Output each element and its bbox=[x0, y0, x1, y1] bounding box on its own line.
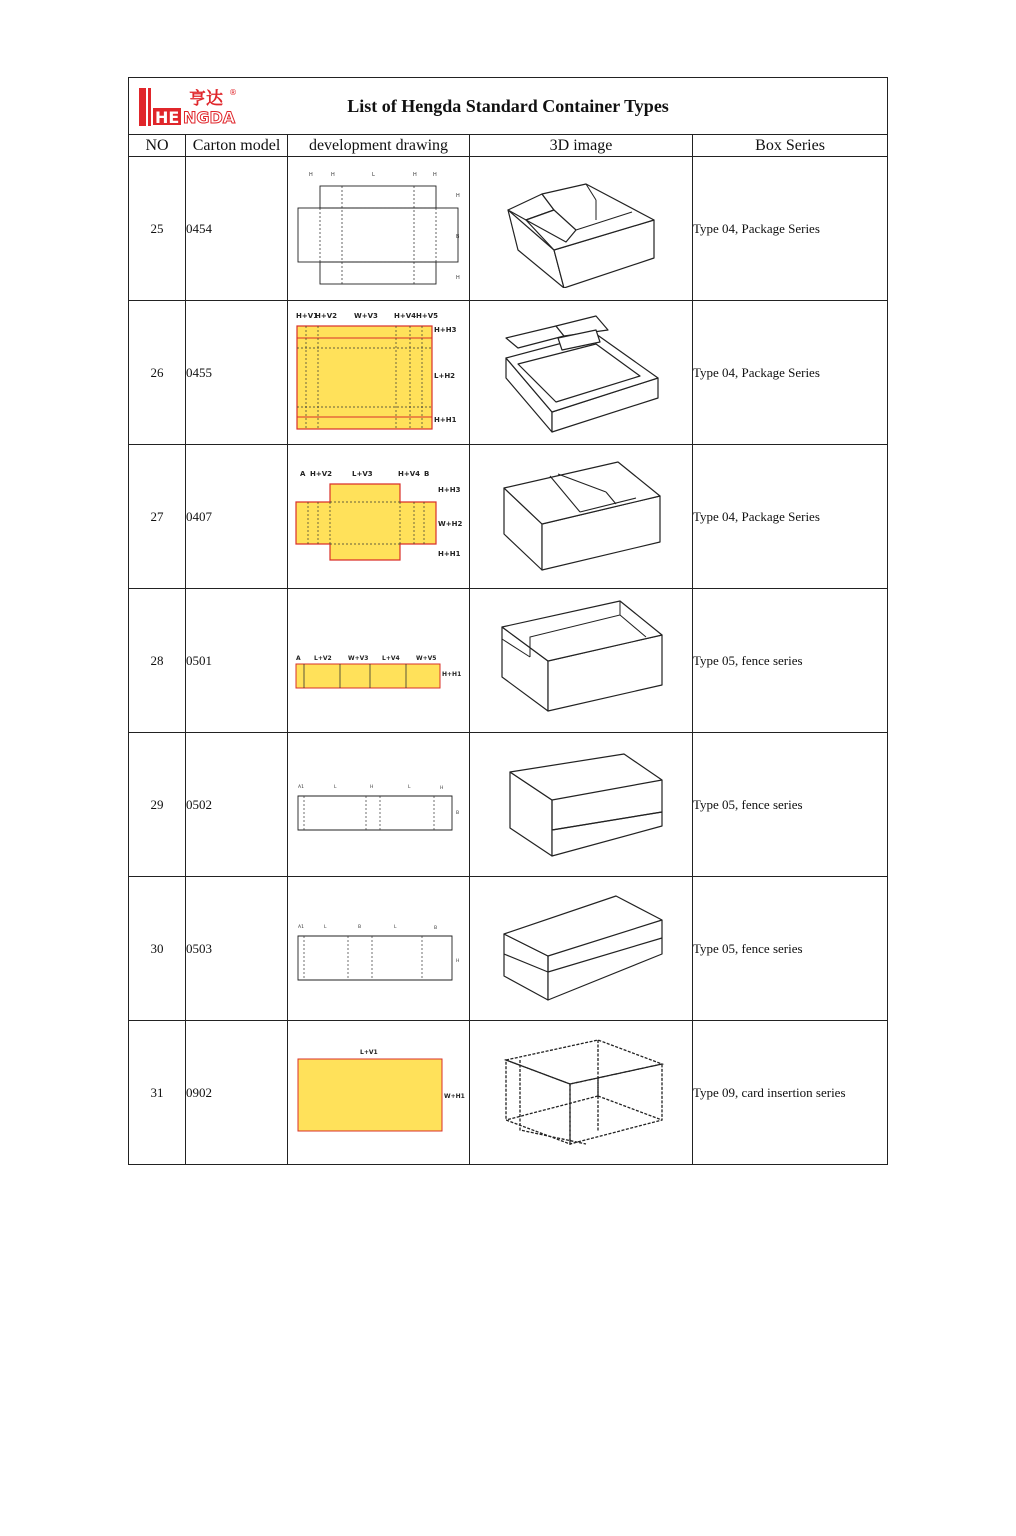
svg-text:B: B bbox=[357, 924, 361, 930]
svg-text:H: H bbox=[455, 192, 460, 199]
3d-image bbox=[470, 1021, 693, 1165]
title-cell bbox=[129, 78, 888, 135]
row-number: 31 bbox=[129, 1021, 186, 1165]
svg-text:H: H bbox=[439, 785, 443, 791]
carton-model: 0501 bbox=[186, 589, 288, 733]
svg-text:H: H bbox=[369, 784, 373, 790]
svg-text:H: H bbox=[455, 958, 459, 964]
drawing-0407 bbox=[290, 452, 468, 582]
row-number: 27 bbox=[129, 445, 186, 589]
box-3d-0902 bbox=[496, 1034, 666, 1152]
svg-text:H+V5: H+V5 bbox=[415, 311, 438, 320]
svg-text:®: ® bbox=[229, 88, 237, 97]
col-header-image: 3D image bbox=[470, 135, 693, 157]
svg-text:H+V4: H+V4 bbox=[397, 469, 420, 478]
svg-text:B: B bbox=[455, 810, 459, 816]
development-drawing bbox=[288, 877, 470, 1021]
page-title: List of Hengda Standard Container Types bbox=[347, 96, 669, 116]
drawing-0902 bbox=[290, 1028, 468, 1158]
svg-text:L: L bbox=[371, 171, 375, 178]
svg-text:H+H1: H+H1 bbox=[437, 549, 460, 558]
carton-model: 0454 bbox=[186, 157, 288, 301]
svg-text:A1: A1 bbox=[297, 924, 304, 930]
drawing-0501 bbox=[290, 596, 468, 726]
svg-text:L+H2: L+H2 bbox=[433, 371, 455, 380]
svg-text:H+V2: H+V2 bbox=[309, 469, 332, 478]
box-3d-0455 bbox=[496, 308, 666, 438]
svg-text:W+V3: W+V3 bbox=[347, 654, 368, 662]
svg-text:L+V3: L+V3 bbox=[351, 469, 373, 478]
svg-text:L: L bbox=[393, 924, 397, 930]
svg-text:亨达: 亨达 bbox=[189, 89, 223, 109]
box-3d-0502 bbox=[496, 750, 666, 860]
table-row bbox=[129, 877, 888, 1021]
col-header-drawing: development drawing bbox=[288, 135, 470, 157]
box-series: Type 05, fence series bbox=[693, 733, 888, 877]
svg-text:W+V3: W+V3 bbox=[353, 311, 378, 320]
drawing-0454 bbox=[290, 164, 468, 294]
title-row bbox=[129, 78, 888, 135]
development-drawing bbox=[288, 1021, 470, 1165]
svg-text:H: H bbox=[412, 171, 417, 178]
table-row bbox=[129, 157, 888, 301]
svg-text:W+H1: W+H1 bbox=[443, 1092, 465, 1100]
box-series: Type 05, fence series bbox=[693, 589, 888, 733]
box-series: Type 09, card insertion series bbox=[693, 1021, 888, 1165]
row-number: 30 bbox=[129, 877, 186, 1021]
box-3d-0501 bbox=[496, 599, 666, 723]
svg-text:L+V4: L+V4 bbox=[381, 654, 400, 662]
3d-image bbox=[470, 301, 693, 445]
development-drawing bbox=[288, 589, 470, 733]
svg-text:W+H2: W+H2 bbox=[437, 519, 462, 528]
svg-text:H+H1: H+H1 bbox=[441, 670, 461, 678]
svg-text:A: A bbox=[299, 469, 305, 478]
svg-text:H+V4: H+V4 bbox=[393, 311, 416, 320]
column-header-row bbox=[129, 135, 888, 157]
svg-text:H: H bbox=[432, 171, 437, 178]
svg-text:H+H1: H+H1 bbox=[433, 415, 456, 424]
col-header-series: Box Series bbox=[693, 135, 888, 157]
development-drawing bbox=[288, 445, 470, 589]
drawing-0455 bbox=[290, 308, 468, 438]
development-drawing bbox=[288, 157, 470, 301]
carton-model: 0902 bbox=[186, 1021, 288, 1165]
row-number: 28 bbox=[129, 589, 186, 733]
svg-text:L+V2: L+V2 bbox=[313, 654, 332, 662]
svg-text:L: L bbox=[323, 924, 327, 930]
svg-text:A: A bbox=[295, 654, 301, 662]
svg-text:B: B bbox=[433, 925, 437, 931]
svg-text:H: H bbox=[330, 171, 335, 178]
table-row bbox=[129, 445, 888, 589]
box-series: Type 04, Package Series bbox=[693, 157, 888, 301]
row-number: 29 bbox=[129, 733, 186, 877]
3d-image bbox=[470, 733, 693, 877]
development-drawing bbox=[288, 301, 470, 445]
table-row bbox=[129, 733, 888, 877]
3d-image bbox=[470, 157, 693, 301]
svg-text:H: H bbox=[455, 274, 460, 281]
box-3d-0454 bbox=[496, 170, 666, 288]
table-row bbox=[129, 589, 888, 733]
svg-text:A1: A1 bbox=[297, 784, 304, 790]
svg-text:H+V1: H+V1 bbox=[295, 311, 318, 320]
container-types-sheet bbox=[128, 77, 887, 1165]
3d-image bbox=[470, 589, 693, 733]
carton-model: 0407 bbox=[186, 445, 288, 589]
col-header-no: NO bbox=[129, 135, 186, 157]
drawing-0503 bbox=[290, 884, 468, 1014]
svg-text:L: L bbox=[407, 784, 411, 790]
svg-text:B: B bbox=[455, 233, 459, 240]
svg-text:H+H3: H+H3 bbox=[437, 485, 460, 494]
carton-model: 0503 bbox=[186, 877, 288, 1021]
svg-text:W+V5: W+V5 bbox=[415, 654, 436, 662]
development-drawing bbox=[288, 733, 470, 877]
3d-image bbox=[470, 877, 693, 1021]
row-number: 26 bbox=[129, 301, 186, 445]
carton-model: 0502 bbox=[186, 733, 288, 877]
carton-model: 0455 bbox=[186, 301, 288, 445]
svg-text:L+V1: L+V1 bbox=[359, 1048, 378, 1056]
3d-image bbox=[470, 445, 693, 589]
svg-text:HE: HE bbox=[155, 108, 180, 127]
box-3d-0503 bbox=[496, 890, 666, 1008]
col-header-model: Carton model bbox=[186, 135, 288, 157]
svg-text:B: B bbox=[423, 469, 429, 478]
row-number: 25 bbox=[129, 157, 186, 301]
drawing-0502 bbox=[290, 740, 468, 870]
svg-text:NGDA: NGDA bbox=[183, 108, 236, 127]
box-series: Type 04, Package Series bbox=[693, 445, 888, 589]
svg-text:H+V2: H+V2 bbox=[314, 311, 337, 320]
svg-text:H: H bbox=[308, 171, 313, 178]
table-row bbox=[129, 1021, 888, 1165]
svg-text:L: L bbox=[333, 784, 337, 790]
container-types-table bbox=[128, 77, 888, 1165]
box-3d-0407 bbox=[496, 458, 666, 576]
svg-text:H+H3: H+H3 bbox=[433, 325, 456, 334]
box-series: Type 05, fence series bbox=[693, 877, 888, 1021]
table-row bbox=[129, 301, 888, 445]
box-series: Type 04, Package Series bbox=[693, 301, 888, 445]
